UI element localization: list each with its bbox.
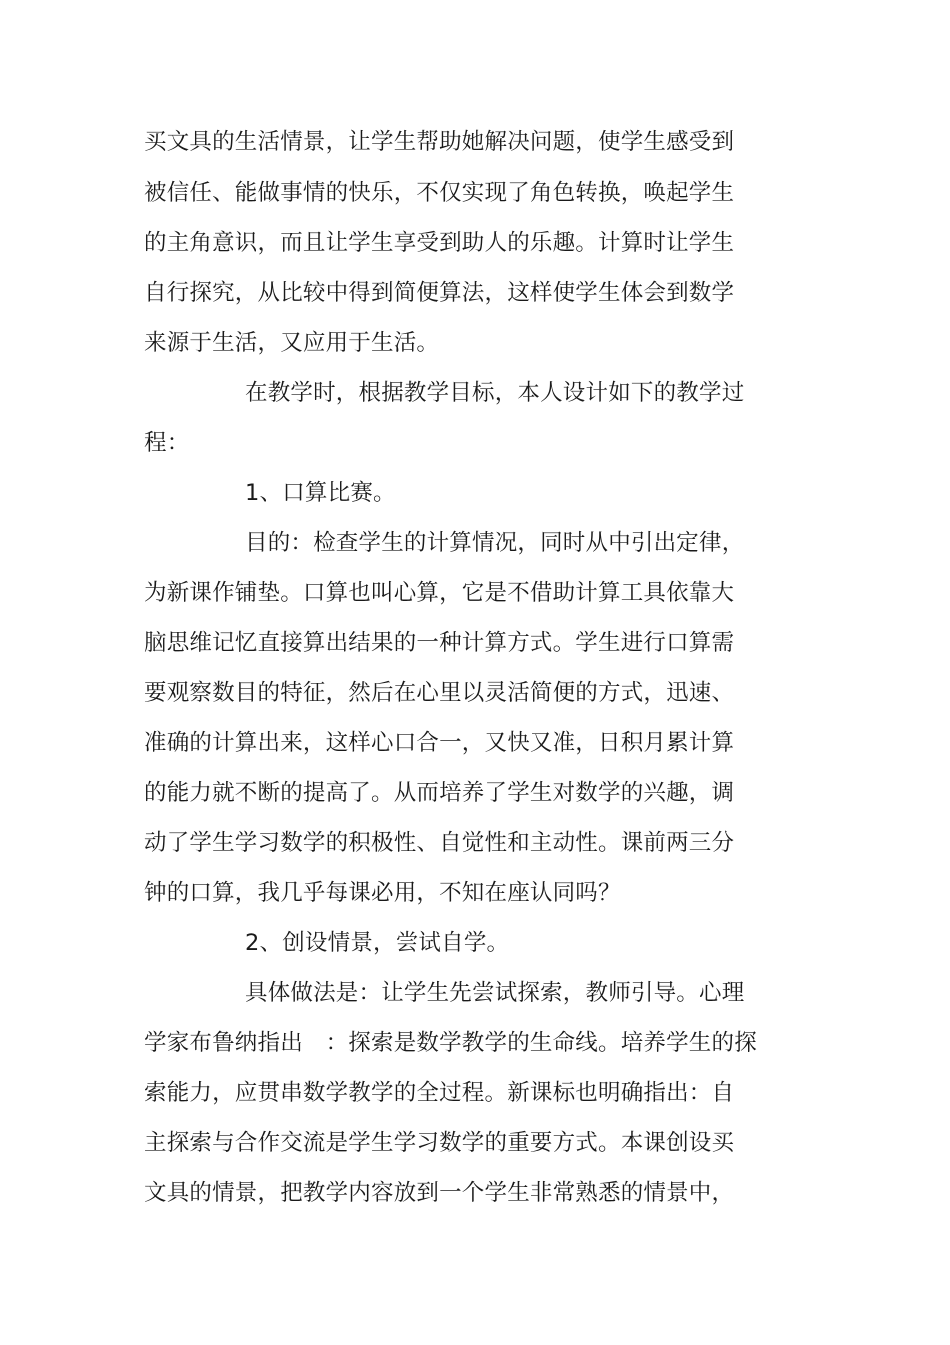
text-line: 动了学生学习数学的积极性、自觉性和主动性。课前两三分 bbox=[144, 830, 735, 856]
text-line: 主探索与合作交流是学生学习数学的重要方式。本课创设买 bbox=[144, 1130, 735, 1156]
paragraph-first-line: 具体做法是：让学生先尝试探索，教师引导。心理 bbox=[245, 980, 745, 1006]
text-line: 文具的情景，把教学内容放到一个学生非常熟悉的情景中， bbox=[144, 1180, 735, 1206]
text-line: 准确的计算出来，这样心口合一，又快又准，日积月累计算 bbox=[144, 730, 735, 756]
text-line: 钟的口算，我几乎每课必用，不知在座认同吗？ bbox=[144, 880, 621, 906]
section-heading-1: 1、口算比赛。 bbox=[245, 480, 396, 506]
text-line: 索能力，应贯串数学教学的全过程。新课标也明确指出：自 bbox=[144, 1080, 735, 1106]
paragraph-first-line: 在教学时，根据教学目标，本人设计如下的教学过 bbox=[245, 380, 745, 406]
text-line: 要观察数目的特征，然后在心里以灵活简便的方式，迅速、 bbox=[144, 680, 735, 706]
text-line: 为新课作铺垫。口算也叫心算，它是不借助计算工具依靠大 bbox=[144, 580, 735, 606]
text-line: 来源于生活，又应用于生活。 bbox=[144, 330, 440, 356]
text-line: 学家布鲁纳指出 ：探索是数学教学的生命线。培养学生的探 bbox=[144, 1030, 757, 1056]
text-line: 的主角意识，而且让学生享受到助人的乐趣。计算时让学生 bbox=[144, 230, 735, 256]
text-line: 程： bbox=[144, 430, 190, 456]
text-line: 的能力就不断的提高了。从而培养了学生对数学的兴趣，调 bbox=[144, 780, 735, 806]
text-line: 脑思维记忆直接算出结果的一种计算方式。学生进行口算需 bbox=[144, 630, 735, 656]
text-line: 买文具的生活情景，让学生帮助她解决问题，使学生感受到 bbox=[144, 129, 735, 155]
paragraph-first-line: 目的：检查学生的计算情况，同时从中引出定律， bbox=[245, 530, 745, 556]
text-line: 被信任、能做事情的快乐，不仅实现了角色转换，唤起学生 bbox=[144, 180, 735, 206]
section-heading-2: 2、创设情景，尝试自学。 bbox=[245, 930, 510, 956]
text-line: 自行探究，从比较中得到简便算法，这样使学生体会到数学 bbox=[144, 280, 735, 306]
